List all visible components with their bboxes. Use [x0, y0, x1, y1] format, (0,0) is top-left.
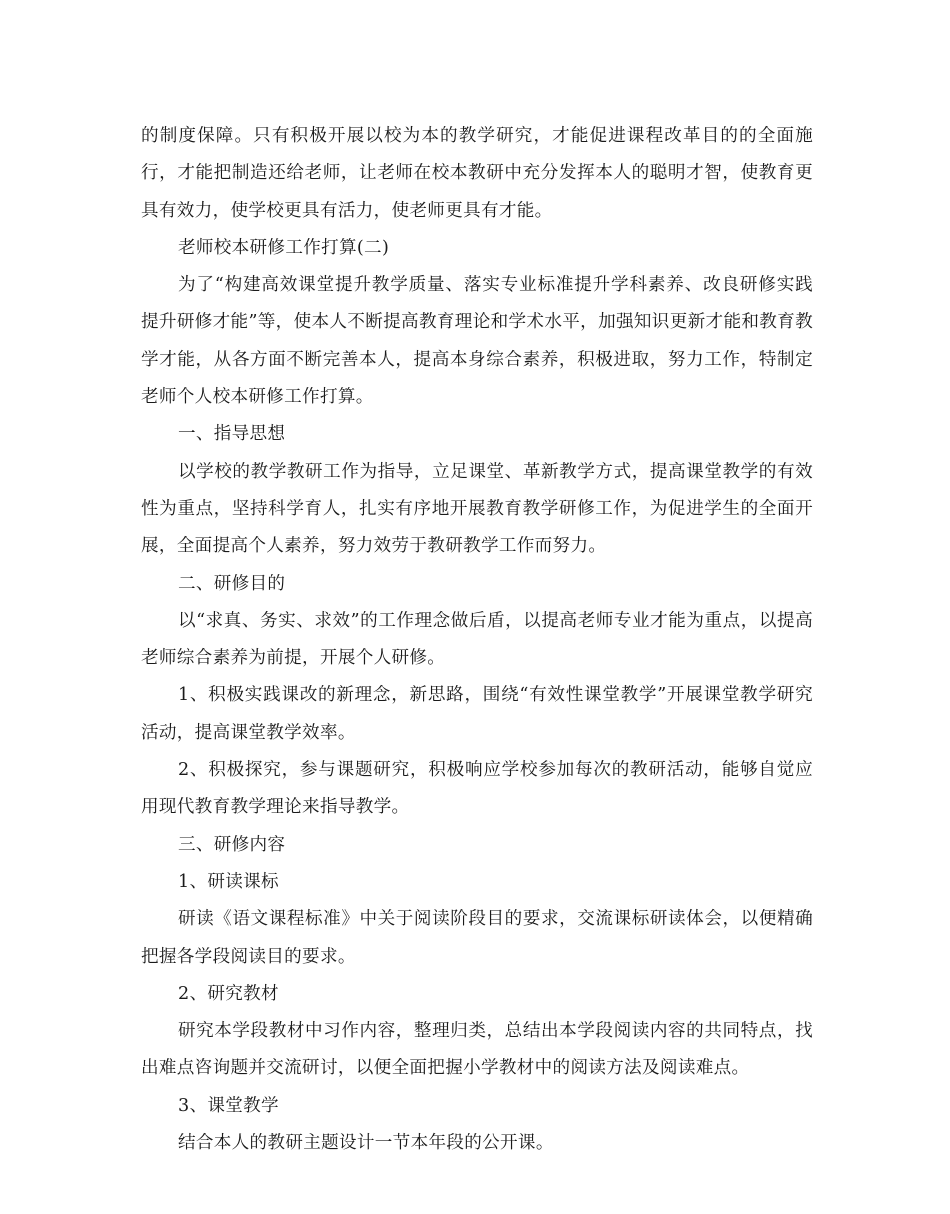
heading-training-content: 三、研修内容 — [177, 834, 286, 855]
paragraph-intro: 为了“构建高效课堂提升教学质量、落实专业标准提升学科素养、改良研修实践提升研修才能”等，使本人不断提高教育理论和学术水平，加强知识更新才能和教育教学才能，从各方面不断完善本人，提高本身综合素养，积极进取，努力工作，特制定老师个人校本研修工作打算。 — [141, 275, 813, 408]
subheading-classroom-teaching: 3、课堂教学 — [177, 1095, 279, 1116]
document-body — [141, 118, 813, 1162]
list-item-goal-2: 2、积极探究，参与课题研究，积极响应学校参加每次的教研活动，能够自觉应用现代教育教学理论来指导教学。 — [141, 760, 813, 818]
section-title: 老师校本研修工作打算(二) — [177, 237, 390, 258]
heading-guiding-ideology: 一、指导思想 — [177, 424, 286, 445]
heading-training-goals: 二、研修目的 — [177, 573, 286, 594]
paragraph-continuation: 的制度保障。只有积极开展以校为本的教学研究，才能促进课程改革目的的全面施行，才能把制造还给老师，让老师在校本教研中充分发挥本人的聪明才智，使教育更具有效力，使学校更具有活力，使老师更具有才能。 — [141, 126, 813, 221]
list-item-goal-1: 1、积极实践课改的新理念，新思路，围绕“有效性课堂教学”开展课堂教学研究活动，提高课堂教学效率。 — [141, 685, 813, 743]
paragraph-study-textbook: 研究本学段教材中习作内容，整理归类，总结出本学段阅读内容的共同特点，找出难点咨询题并交流研讨，以便全面把握小学教材中的阅读方法及阅读难点。 — [141, 1021, 813, 1079]
subheading-study-curriculum: 1、研读课标 — [177, 871, 279, 892]
paragraph-classroom-teaching: 结合本人的教研主题设计一节本年段的公开课。 — [177, 1133, 554, 1154]
subheading-study-textbook: 2、研究教材 — [177, 983, 279, 1004]
paragraph-study-curriculum: 研读《语文课程标准》中关于阅读阶段目的要求，交流课标研读体会，以便精确把握各学段阅读目的要求。 — [141, 909, 813, 967]
paragraph-guiding-ideology: 以学校的教学教研工作为指导，立足课堂、革新教学方式，提高课堂教学的有效性为重点，坚持科学育人，扎实有序地开展教育教学研修工作，为促进学生的全面开展，全面提高个人素养，努力效劳于教研教学工作而努力。 — [141, 461, 813, 557]
paragraph-training-goals: 以“求真、务实、求效”的工作理念做后盾，以提高老师专业才能为重点，以提高老师综合素养为前提，开展个人研修。 — [141, 610, 813, 669]
